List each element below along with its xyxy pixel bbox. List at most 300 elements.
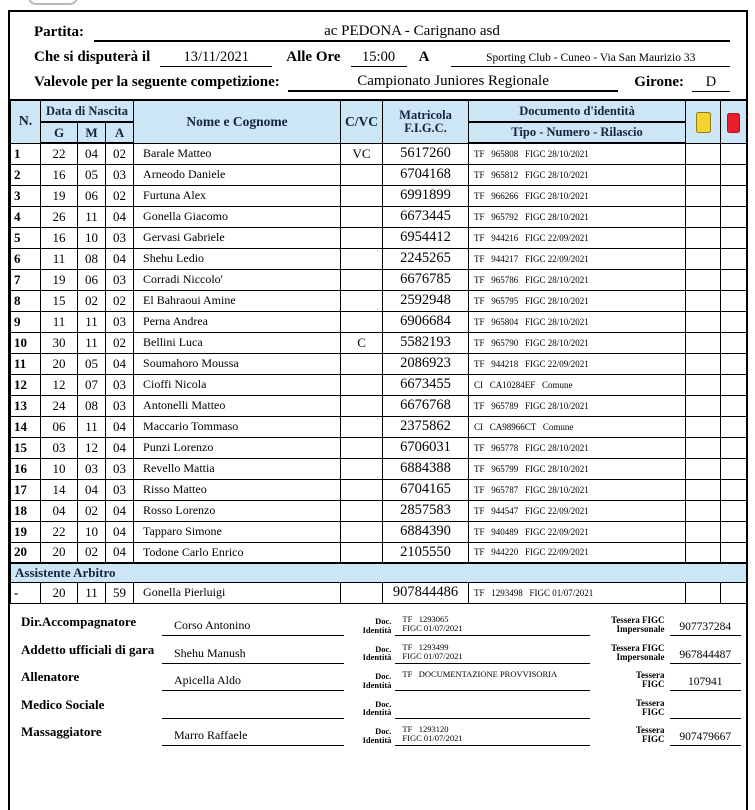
- doc-label-line1: Doc.: [375, 643, 392, 654]
- official-card-number: 907479667: [670, 731, 741, 746]
- player-document: TF 944220 FIGC 22/09/2021: [469, 542, 686, 563]
- player-birth-year: 03: [106, 311, 134, 332]
- assistant-birth-day: 20: [41, 582, 78, 603]
- player-captain-cell: [341, 521, 383, 542]
- player-red-cell: [721, 395, 747, 416]
- tessera-figc-label: [590, 726, 669, 746]
- player-number: 17: [11, 479, 41, 500]
- player-red-cell: [721, 332, 747, 353]
- player-yellow-cell: [686, 479, 721, 500]
- player-birth-day: 20: [41, 353, 78, 374]
- player-birth-month: 11: [78, 416, 106, 437]
- player-birth-year: 03: [106, 227, 134, 248]
- player-document: TF 944547 FIGC 22/09/2021: [469, 500, 686, 521]
- player-birth-year: 02: [106, 290, 134, 311]
- player-birth-month: 02: [78, 290, 106, 311]
- player-yellow-cell: [686, 185, 721, 206]
- player-document: TF 965789 FIGC 28/10/2021: [469, 395, 686, 416]
- player-red-cell: [721, 353, 747, 374]
- assistant-name: Gonella Pierluigi: [134, 582, 341, 603]
- player-birth-day: 22: [41, 521, 78, 542]
- tessera-label-line1: Tessera: [635, 725, 665, 735]
- player-name: Cioffi Nicola: [134, 374, 341, 395]
- player-captain-cell: [341, 479, 383, 500]
- player-yellow-cell: [686, 227, 721, 248]
- player-name: Barale Matteo: [134, 143, 341, 164]
- date-time-row: [34, 42, 730, 67]
- official-name: Corso Antonino: [162, 618, 344, 636]
- girone-value: D: [692, 74, 730, 92]
- player-row: [11, 416, 747, 437]
- player-birth-month: 08: [78, 248, 106, 269]
- official-row: [13, 609, 741, 637]
- player-birth-year: 03: [106, 269, 134, 290]
- player-matricola: 6884390: [383, 521, 469, 542]
- player-captain-cell: [341, 458, 383, 479]
- player-row: [11, 500, 747, 521]
- player-matricola: 6954412: [383, 227, 469, 248]
- date-label: Che si disputerà il: [34, 49, 151, 65]
- official-name: Marro Raffaele: [162, 728, 344, 746]
- player-name: Rosso Lorenzo: [134, 500, 341, 521]
- player-birth-day: 04: [41, 500, 78, 521]
- player-document: TF 965792 FIGC 28/10/2021: [469, 206, 686, 227]
- player-captain-cell: [341, 206, 383, 227]
- assistant-birth-year: 59: [106, 582, 134, 603]
- player-row: [11, 143, 747, 164]
- player-birth-month: 05: [78, 353, 106, 374]
- player-name: Risso Matteo: [134, 479, 341, 500]
- player-red-cell: [721, 521, 747, 542]
- player-birth-day: 19: [41, 185, 78, 206]
- venue-value: Sporting Club - Cuneo - Via San Maurizio 33: [451, 52, 730, 67]
- player-captain-cell: [341, 353, 383, 374]
- player-red-cell: [721, 458, 747, 479]
- assistant-number: -: [11, 582, 41, 603]
- player-row: [11, 227, 747, 248]
- tessera-figc-label: [590, 644, 669, 664]
- player-yellow-cell: [686, 332, 721, 353]
- player-number: 5: [11, 227, 41, 248]
- player-name: Tapparo Simone: [134, 521, 341, 542]
- player-birth-month: 11: [78, 206, 106, 227]
- player-row: [11, 332, 747, 353]
- assistant-red-cell: [721, 582, 747, 603]
- official-document: [395, 615, 590, 636]
- player-name: Shehu Ledio: [134, 248, 341, 269]
- player-number: 19: [11, 521, 41, 542]
- player-birth-year: 04: [106, 521, 134, 542]
- assistant-body: [11, 563, 747, 603]
- assistant-section-bar: [11, 563, 747, 582]
- page-tab-remnant: [28, 0, 78, 5]
- player-name: Maccario Tommaso: [134, 416, 341, 437]
- player-document: CI CA10284EF Comune: [469, 374, 686, 395]
- player-captain-cell: [341, 290, 383, 311]
- player-captain-cell: [341, 227, 383, 248]
- player-name: Arneodo Daniele: [134, 164, 341, 185]
- player-birth-year: 02: [106, 332, 134, 353]
- matricola-line1: Matricola: [399, 107, 452, 122]
- player-document: TF 965808 FIGC 28/10/2021: [469, 143, 686, 164]
- official-card-number: 107941: [670, 676, 741, 691]
- player-row: [11, 374, 747, 395]
- player-document: TF 965786 FIGC 28/10/2021: [469, 269, 686, 290]
- tessera-label-line2: Impersonale: [616, 624, 665, 634]
- official-role-label: Medico Sociale: [21, 696, 105, 712]
- player-document: TF 944217 FIGC 22/09/2021: [469, 248, 686, 269]
- competition-label: Valevole per la seguente competizione:: [34, 74, 280, 90]
- player-birth-day: 22: [41, 143, 78, 164]
- player-birth-month: 07: [78, 374, 106, 395]
- player-name: El Bahraoui Amine: [134, 290, 341, 311]
- player-yellow-cell: [686, 248, 721, 269]
- official-document: [395, 725, 590, 746]
- player-row: [11, 353, 747, 374]
- match-sheet: [8, 10, 748, 810]
- player-name: Gonella Giacomo: [134, 206, 341, 227]
- assistant-matricola: 907844486: [383, 582, 469, 603]
- player-birth-day: 16: [41, 164, 78, 185]
- col-header-day: G: [41, 122, 78, 143]
- doc-label-line1: Doc.: [375, 726, 392, 736]
- official-document: [395, 698, 590, 719]
- doc-label-line2: Identità: [362, 679, 392, 690]
- col-header-document-sub: Tipo - Numero - Rilascio: [469, 122, 686, 143]
- player-captain-cell: [341, 248, 383, 269]
- tessera-figc-label: [590, 616, 669, 636]
- player-document: TF 965812 FIGC 28/10/2021: [469, 164, 686, 185]
- player-birth-month: 06: [78, 185, 106, 206]
- player-matricola: 2105550: [383, 542, 469, 563]
- doc-identita-label: [344, 645, 396, 664]
- assistant-section-title: Assistente Arbitro: [11, 563, 747, 582]
- player-yellow-cell: [686, 290, 721, 311]
- player-document: TF 944216 FIGC 22/09/2021: [469, 227, 686, 248]
- player-birth-year: 04: [106, 248, 134, 269]
- time-label: Alle Ore: [286, 49, 341, 65]
- player-name: Bellini Luca: [134, 332, 341, 353]
- player-number: 13: [11, 395, 41, 416]
- player-captain-cell: [341, 437, 383, 458]
- player-name: Soumahoro Moussa: [134, 353, 341, 374]
- time-value: 15:00: [351, 49, 407, 67]
- assistant-document: TF 1293498 FIGC 01/07/2021: [469, 582, 686, 603]
- player-matricola: 6884388: [383, 458, 469, 479]
- doc-label-line1: Doc.: [375, 698, 392, 709]
- official-document-line2: FIGC 01/07/2021: [402, 650, 463, 661]
- player-birth-month: 10: [78, 521, 106, 542]
- player-birth-day: 11: [41, 248, 78, 269]
- player-yellow-cell: [686, 500, 721, 521]
- doc-identita-label: [344, 672, 396, 691]
- tessera-label-line1: Tessera: [635, 697, 665, 708]
- player-number: 11: [11, 353, 41, 374]
- player-birth-month: 02: [78, 500, 106, 521]
- player-birth-year: 03: [106, 479, 134, 500]
- player-document: TF 965799 FIGC 28/10/2021: [469, 458, 686, 479]
- player-number: 4: [11, 206, 41, 227]
- player-name: Corradi Niccolo': [134, 269, 341, 290]
- player-birth-day: 15: [41, 290, 78, 311]
- official-role-label: Dir.Accompagnatore: [21, 614, 137, 629]
- player-number: 20: [11, 542, 41, 563]
- doc-identita-label: [344, 617, 396, 636]
- official-card-number: 967844487: [670, 649, 741, 664]
- player-row: [11, 311, 747, 332]
- player-birth-year: 04: [106, 437, 134, 458]
- tessera-figc-label: [590, 699, 669, 719]
- player-number: 6: [11, 248, 41, 269]
- tessera-label-line2: FIGC: [642, 734, 665, 744]
- player-yellow-cell: [686, 437, 721, 458]
- player-birth-month: 04: [78, 143, 106, 164]
- col-header-yellow: [686, 100, 721, 143]
- player-birth-year: 02: [106, 185, 134, 206]
- player-birth-day: 24: [41, 395, 78, 416]
- player-birth-day: 30: [41, 332, 78, 353]
- player-captain-cell: [341, 185, 383, 206]
- assistant-captain-cell: [341, 582, 383, 603]
- official-name: Shehu Manush: [162, 646, 344, 664]
- player-birth-year: 03: [106, 374, 134, 395]
- official-document-line2: FIGC 01/07/2021: [402, 733, 463, 743]
- player-captain-cell: [341, 374, 383, 395]
- official-document-line2: [402, 679, 590, 688]
- matricola-line2: F.I.G.C.: [404, 120, 447, 135]
- match-row: [34, 17, 730, 42]
- player-number: 18: [11, 500, 41, 521]
- tessera-label-line2: Impersonale: [616, 651, 665, 662]
- player-birth-day: 14: [41, 479, 78, 500]
- tessera-label-line1: Tessera FIGC: [611, 615, 665, 625]
- tessera-figc-label: [590, 671, 669, 691]
- player-captain-cell: [341, 311, 383, 332]
- player-row: [11, 521, 747, 542]
- player-birth-day: 16: [41, 227, 78, 248]
- player-number: 12: [11, 374, 41, 395]
- player-document: TF 966266 FIGC 28/10/2021: [469, 185, 686, 206]
- player-number: 2: [11, 164, 41, 185]
- player-name: Revello Mattia: [134, 458, 341, 479]
- player-yellow-cell: [686, 416, 721, 437]
- partita-label: Partita:: [34, 24, 84, 40]
- player-row: [11, 248, 747, 269]
- player-red-cell: [721, 290, 747, 311]
- player-birth-day: 03: [41, 437, 78, 458]
- player-captain-cell: VC: [341, 143, 383, 164]
- player-number: 15: [11, 437, 41, 458]
- player-matricola: 2086923: [383, 353, 469, 374]
- player-captain-cell: [341, 542, 383, 563]
- player-number: 3: [11, 185, 41, 206]
- player-birth-day: 20: [41, 542, 78, 563]
- official-document-line2: [402, 707, 590, 716]
- player-matricola: 6704165: [383, 479, 469, 500]
- assistant-row: [11, 582, 747, 603]
- girone-label: Girone:: [634, 74, 684, 90]
- player-matricola: 6673455: [383, 374, 469, 395]
- player-name: Furtuna Alex: [134, 185, 341, 206]
- yellow-card-icon: [696, 112, 711, 133]
- official-row: [13, 719, 741, 747]
- player-red-cell: [721, 437, 747, 458]
- official-card-number: [670, 716, 741, 719]
- player-birth-day: 19: [41, 269, 78, 290]
- player-matricola: 6906684: [383, 311, 469, 332]
- player-birth-month: 02: [78, 542, 106, 563]
- player-birth-year: 02: [106, 143, 134, 164]
- player-row: [11, 269, 747, 290]
- player-birth-year: 04: [106, 416, 134, 437]
- player-birth-year: 04: [106, 542, 134, 563]
- partita-value: ac PEDONA - Carignano asd: [94, 23, 730, 42]
- assistant-yellow-cell: [686, 582, 721, 603]
- player-row: [11, 206, 747, 227]
- player-row: [11, 542, 747, 563]
- col-header-captain: C/VC: [341, 100, 383, 143]
- roster-table: [10, 99, 747, 604]
- player-red-cell: [721, 269, 747, 290]
- player-document: CI CA98966CT Comune: [469, 416, 686, 437]
- player-name: Todone Carlo Enrico: [134, 542, 341, 563]
- col-header-month: M: [78, 122, 106, 143]
- red-card-icon: [727, 113, 740, 133]
- doc-label-line2: Identità: [362, 624, 392, 635]
- player-red-cell: [721, 164, 747, 185]
- doc-label-line2: Identità: [362, 652, 392, 662]
- doc-label-line2: Identità: [362, 707, 392, 717]
- official-role-label: Addetto ufficiali di gara: [21, 641, 155, 657]
- player-name: Perna Andrea: [134, 311, 341, 332]
- player-document: TF 965804 FIGC 28/10/2021: [469, 311, 686, 332]
- player-captain-cell: [341, 500, 383, 521]
- official-row: [13, 664, 741, 692]
- official-name: Apicella Aldo: [162, 673, 344, 691]
- player-row: [11, 164, 747, 185]
- player-yellow-cell: [686, 269, 721, 290]
- col-header-birthdate: Data di Nascita: [41, 100, 134, 122]
- official-document-line2: FIGC 01/07/2021: [402, 623, 463, 633]
- at-label: A: [418, 49, 430, 65]
- player-matricola: 6706031: [383, 437, 469, 458]
- official-document: [395, 643, 590, 664]
- official-name: [162, 716, 344, 719]
- player-birth-year: 03: [106, 458, 134, 479]
- col-header-number: N.: [11, 100, 41, 143]
- doc-label-line1: Doc.: [375, 616, 392, 626]
- player-matricola: 6676785: [383, 269, 469, 290]
- player-birth-year: 03: [106, 164, 134, 185]
- player-red-cell: [721, 227, 747, 248]
- player-row: [11, 437, 747, 458]
- player-yellow-cell: [686, 521, 721, 542]
- player-birth-year: 04: [106, 206, 134, 227]
- player-birth-year: 04: [106, 353, 134, 374]
- player-yellow-cell: [686, 542, 721, 563]
- player-birth-month: 11: [78, 311, 106, 332]
- tessera-label-line1: Tessera FIGC: [611, 642, 665, 653]
- col-header-document: Documento d'identità: [469, 100, 686, 122]
- player-birth-day: 10: [41, 458, 78, 479]
- player-birth-day: 06: [41, 416, 78, 437]
- official-role-label: Massaggiatore: [21, 724, 102, 739]
- player-matricola: 2245265: [383, 248, 469, 269]
- player-red-cell: [721, 479, 747, 500]
- col-header-year: A: [106, 122, 134, 143]
- player-yellow-cell: [686, 374, 721, 395]
- doc-identita-label: [344, 727, 396, 746]
- roster-table-header: [11, 100, 747, 143]
- official-row: [13, 636, 741, 664]
- player-document: TF 965778 FIGC 28/10/2021: [469, 437, 686, 458]
- date-value: 13/11/2021: [160, 49, 272, 67]
- player-matricola: 6676768: [383, 395, 469, 416]
- player-birth-day: 26: [41, 206, 78, 227]
- doc-label-line1: Doc.: [375, 671, 392, 681]
- player-red-cell: [721, 185, 747, 206]
- player-document: TF 965790 FIGC 28/10/2021: [469, 332, 686, 353]
- player-matricola: 2375862: [383, 416, 469, 437]
- player-document: TF 965787 FIGC 28/10/2021: [469, 479, 686, 500]
- player-number: 7: [11, 269, 41, 290]
- player-captain-cell: [341, 395, 383, 416]
- player-yellow-cell: [686, 143, 721, 164]
- player-birth-year: 03: [106, 395, 134, 416]
- tessera-label-line1: Tessera: [635, 670, 665, 680]
- official-document: [395, 670, 590, 691]
- official-card-number: 907737284: [670, 621, 741, 636]
- player-row: [11, 395, 747, 416]
- match-header: [10, 12, 746, 99]
- player-red-cell: [721, 311, 747, 332]
- tessera-label-line2: FIGC: [642, 679, 665, 689]
- player-matricola: 2592948: [383, 290, 469, 311]
- player-birth-month: 05: [78, 164, 106, 185]
- official-document-line1: [402, 698, 590, 707]
- player-yellow-cell: [686, 164, 721, 185]
- player-matricola: 6673445: [383, 206, 469, 227]
- competition-row: [34, 67, 730, 92]
- player-matricola: 5582193: [383, 332, 469, 353]
- player-document: TF 944218 FIGC 22/09/2021: [469, 353, 686, 374]
- player-birth-month: 08: [78, 395, 106, 416]
- official-row: [13, 691, 741, 719]
- player-yellow-cell: [686, 395, 721, 416]
- player-yellow-cell: [686, 206, 721, 227]
- player-birth-year: 04: [106, 500, 134, 521]
- player-number: 14: [11, 416, 41, 437]
- official-document-line1: TF 1293499: [402, 641, 449, 652]
- player-number: 1: [11, 143, 41, 164]
- player-birth-month: 03: [78, 458, 106, 479]
- player-captain-cell: [341, 416, 383, 437]
- player-red-cell: [721, 500, 747, 521]
- player-birth-month: 11: [78, 332, 106, 353]
- col-header-matricola: [383, 100, 469, 143]
- col-header-name: Nome e Cognome: [134, 100, 341, 143]
- player-red-cell: [721, 143, 747, 164]
- player-captain-cell: [341, 164, 383, 185]
- doc-identita-label: [344, 700, 396, 719]
- player-number: 8: [11, 290, 41, 311]
- official-document-line1: TF 1293120: [402, 724, 449, 734]
- player-number: 9: [11, 311, 41, 332]
- player-captain-cell: [341, 269, 383, 290]
- players-body: [11, 143, 747, 563]
- player-birth-month: 06: [78, 269, 106, 290]
- player-yellow-cell: [686, 458, 721, 479]
